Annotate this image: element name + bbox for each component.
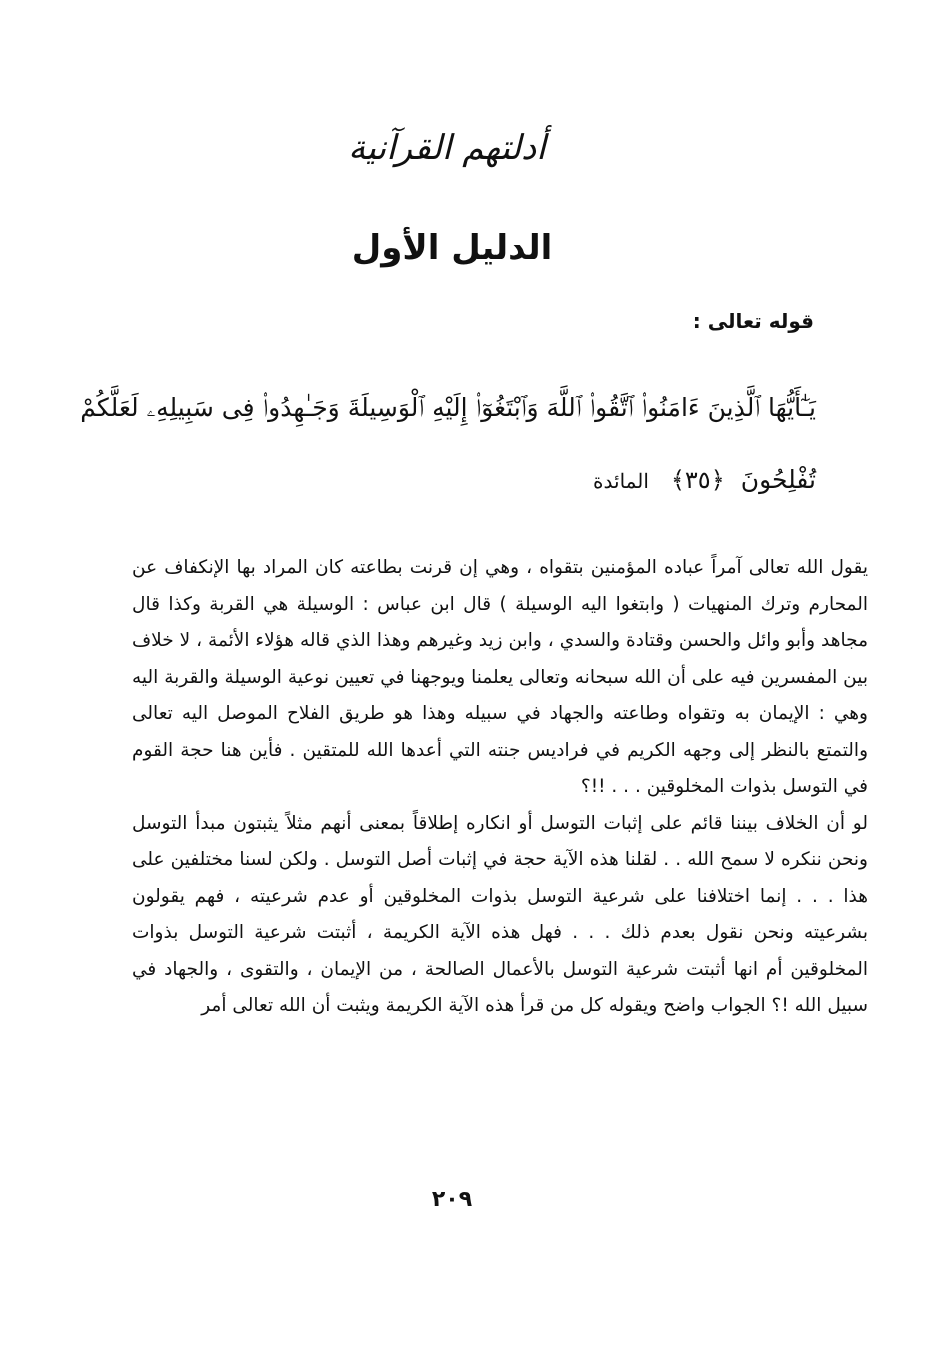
body-text <box>132 550 868 1025</box>
chapter-title: الدليل الأول <box>351 228 553 268</box>
verse-final-word: تُفْلِحُونَ <box>740 465 816 494</box>
verse-line-1: يَـٰٓأَيُّهَا ٱلَّذِينَ ءَامَنُوا۟ ٱتَّقُوا۟ ٱللَّهَ وَٱبْتَغُوٓا۟ إِلَيْهِ ٱلْوَسِيلَةَ وَجَـٰهِدُوا۟ فِى سَبِيلِهِۦ لَعَلَّكُمْ <box>80 393 816 422</box>
section-title: أدلتهم القرآنية <box>348 128 546 168</box>
surah-name: المائدة <box>593 469 649 493</box>
page-number: ٢٠٩ <box>431 1187 473 1212</box>
ayah-number: ﴿٣٥﴾ <box>670 466 725 494</box>
paragraph-2: لو أن الخلاف بيننا قائم على إثبات التوسل أو انكاره إطلاقاً بمعنى أنهم مثلاً يثبتون مبدأ التوسل ونحن ننكره لا سمح الله . . لقلنا هذه الآية حجة في إثبات أصل التوسل . ولكن لسنا مختلفين على هذا . . . إنما اختلافنا على شرعية التوسل بذوات المخلوقين أو عدم شرعيته ، فهم يقولون بشرعيته ونحن نقول بعدم ذلك . . . فهل هذه الآية الكريمة ، أثبتت شرعية التوسل بذوات المخلوقين أم انها أثبتت شرعية التوسل بالأعمال الصالحة ، من الإيمان ، والتقوى ، والجهاد في سبيل الله !؟ الجواب واضح ويقوله كل من قرأ هذه الآية الكريمة ويثبت أن الله تعالى أمر <box>132 812 868 1016</box>
quran-verse <box>80 386 816 503</box>
paragraph-1: يقول الله تعالى آمراً عباده المؤمنين بتقواه ، وهي إن قرنت بطاعته كان المراد بها الإنكفاف عن المحارم وترك المنهيات ( وابتغوا اليه الوسيلة ) قال ابن عباس : الوسيلة هي القربة وكذا قال مجاهد وأبو وائل والحسن وقتادة والسدي ، وابن زيد وغيرهم وهذا الذي قاله هؤلاء الأئمة ، لا خلاف بين المفسرين فيه على أن الله سبحانه وتعالى يعلمنا ويوجهنا في تعيين نوعية الوسيلة والقربة اليه وهي : الإيمان به وتقواه وطاعته والجهاد في سبيله وهذا هو طريق الفلاح الموصل اليه تعالى والتمتع بالنظر إلى وجهه الكريم في فراديس جنته التي أعدها الله للمتقين . فأين هنا حجة القوم في التوسل بذوات المخلوقين . . . !!؟ <box>132 557 868 797</box>
verse-line-2 <box>101 458 816 503</box>
intro-label: قوله تعالى : <box>692 309 814 333</box>
